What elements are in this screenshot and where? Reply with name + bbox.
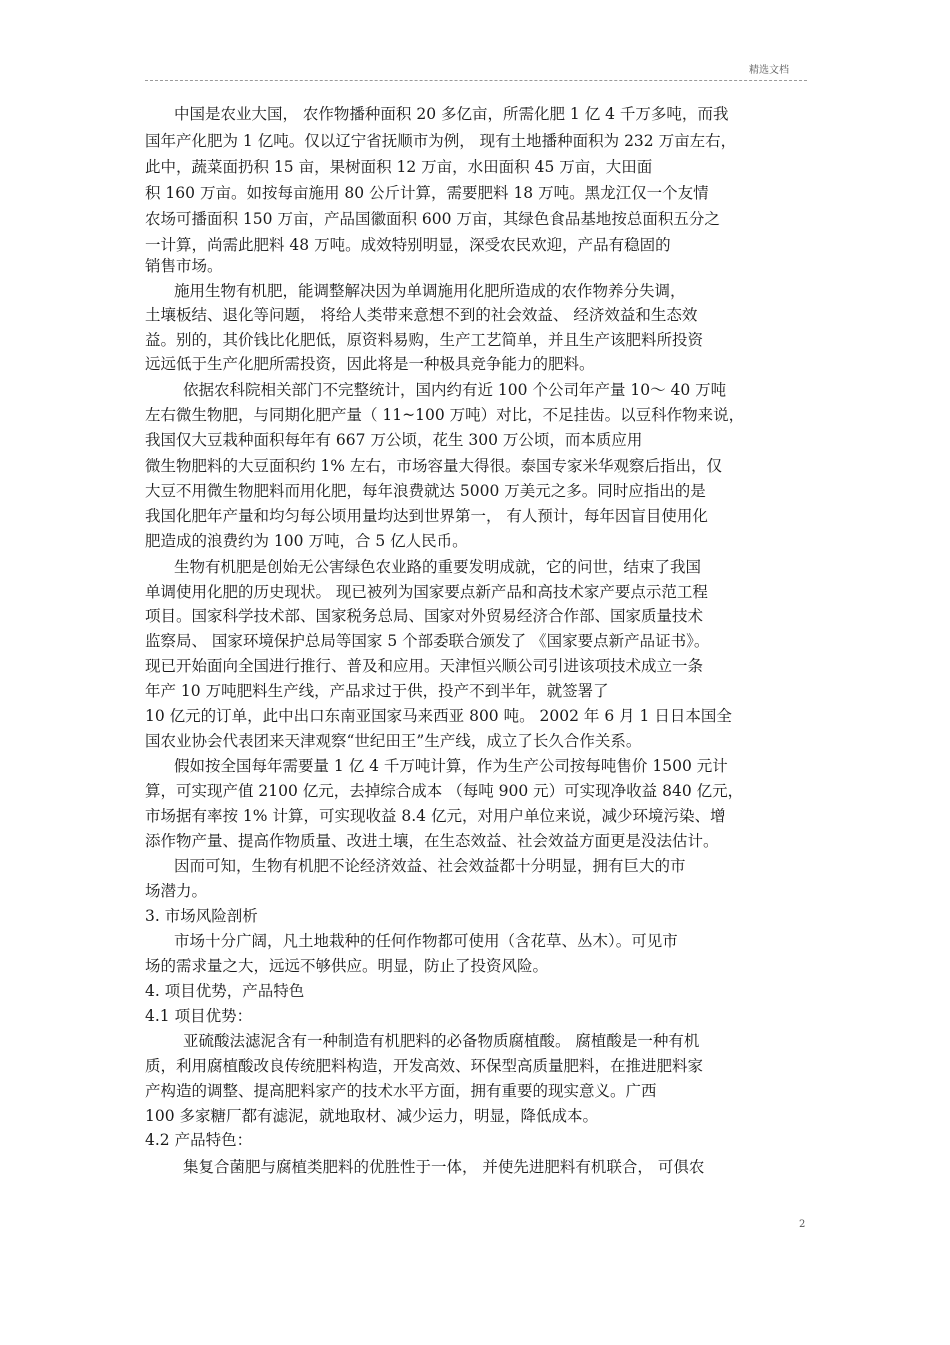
section-heading: 4. 项目优势，产品特色 [145,982,305,1000]
text-line: 产构造的调整、提高肥料家产的技术水平方面，拥有重要的现实意义。广西 [145,1082,657,1100]
text-line: 我国化肥年产量和均匀每公顷用量均达到世界第一， 有人预计，每年因盲目使用化 [145,507,708,525]
text-line: 农场可播面积 150 万亩，产品国徽面积 600 万亩，其绿色食品基地按总面积五分之 [145,210,720,228]
text-line: 左右微生物肥，与同期化肥产量（ 11~100 万吨）对比，不足挂齿。以豆科作物来说， [145,406,745,424]
text-line: 依据农科院相关部门不完整统计，国内约有近 100 个公司年产量 10～ 40 万吨 [183,381,727,399]
text-line: 国年产化肥为 1 亿吨。仅以辽宁省抚顺市为例， 现有土地播种面积为 232 万亩左右， [145,132,737,150]
text-line: 监察局、 国家环境保护总局等国家 5 个部委联合颁发了 《国家要点新产品证书》。 [145,632,710,650]
text-line: 质，利用腐植酸改良传统肥料构造，开发高效、环保型高质量肥料，在推进肥料家 [145,1057,704,1075]
text-line: 场潜力。 [145,882,208,900]
text-line: 添作物产量、提高作物质量、改进土壤，在生态效益、社会效益方面更是没法估计。 [145,832,719,850]
text-line: 生物有机肥是创始无公害绿色农业路的重要发明成就，它的问世，结束了我国 [174,558,702,576]
text-line: 积 160 万亩。如按每亩施用 80 公斤计算，需要肥料 18 万吨。黑龙江仅一个友情 [145,184,709,202]
text-line: 土壤板结、退化等问题， 将给人类带来意想不到的社会效益、 经济效益和生态效 [145,306,698,324]
page-header: 精选文档 [749,65,789,76]
subsection-heading: 4.1 项目优势： [145,1007,253,1025]
text-line: 10 亿元的订单，此中出口东南亚国家马来西亚 800 吨。 2002 年 6 月 1 日日本国全 [145,707,732,725]
text-line: 场的需求量之大，远远不够供应。明显，防止了投资风险。 [145,957,549,975]
text-line: 算，可实现产值 2100 亿元，去掉综合成本 （每吨 900 元）可实现净收益 840 亿元， [145,782,744,800]
text-line: 集复合菌肥与腐植类肥料的优胜性于一体， 并使先进肥料有机联合， 可俱农 [183,1158,705,1176]
text-line: 市场据有率按 1% 计算，可实现收益 8.4 亿元，对用户单位来说，减少环境污染、增 [145,807,726,825]
text-line: 假如按全国每年需要量 1 亿 4 千万吨计算，作为生产公司按每吨售价 1500 元计 [174,757,728,775]
text-line: 100 多家糖厂都有滤泥，就地取材、减少运力，明显，降低成本。 [145,1107,599,1125]
text-line: 我国仅大豆栽种面积每年有 667 万公顷，花生 300 万公顷，而本质应用 [145,431,643,449]
text-line: 现已开始面向全国进行推行、普及和应用。天津恒兴顺公司引进该项技术成立一条 [145,657,704,675]
text-line: 年产 10 万吨肥料生产线，产品求过于供，投产不到半年，就签署了 [145,682,609,700]
subsection-heading: 4.2 产品特色： [145,1131,253,1149]
text-line: 因而可知，生物有机肥不论经济效益、社会效益都十分明显，拥有巨大的市 [174,857,686,875]
text-line: 远远低于生产化肥所需投资，因此将是一种极具竞争能力的肥料。 [145,355,595,373]
text-line: 国农业协会代表团来天津观察“世纪田王”生产线，成立了长久合作关系。 [145,732,642,750]
text-line: 微生物肥料的大豆面积约 1% 左右，市场容量大得很。泰国专家米华观察后指出，仅 [145,457,722,475]
text-line: 肥造成的浪费约为 100 万吨，合 5 亿人民币。 [145,532,468,550]
text-line: 市场十分广阔，凡土地栽种的任何作物都可使用（含花草、丛木）。可见市 [174,932,678,950]
text-line: 一计算，尚需此肥料 48 万吨。成效特别明显，深受农民欢迎，产品有稳固的 [145,236,671,254]
text-line: 益。别的，其价钱比化肥低，原资料易购，生产工艺简单，并且生产该肥料所投资 [145,331,704,349]
text-line: 项目。国家科学技术部、国家税务总局、国家对外贸易经济合作部、国家质量技术 [145,607,704,625]
section-heading: 3. 市场风险剖析 [145,907,258,925]
text-line: 此中，蔬菜面扔积 15 亩，果树面积 12 万亩，水田面积 45 万亩，大田面 [145,158,653,176]
text-line: 大豆不用微生物肥料而用化肥，每年浪费就达 5000 万美元之多。同时应指出的是 [145,482,706,500]
text-line: 中国是农业大国， 农作物播种面积 20 多亿亩，所需化肥 1 亿 4 千万多吨，而我 [174,105,729,123]
text-line: 亚硫酸法滤泥含有一种制造有机肥料的必备物质腐植酸。 腐植酸是一种有机 [183,1032,700,1050]
page-number: 2 [799,1219,806,1230]
header-divider [145,80,807,81]
text-line: 施用生物有机肥，能调整解决因为单调施用化肥所造成的农作物养分失调， [174,282,686,300]
text-line: 销售市场。 [145,257,223,275]
text-line: 单调使用化肥的历史现状。 现已被列为国家要点新产品和高技术家产要点示范工程 [145,583,708,601]
